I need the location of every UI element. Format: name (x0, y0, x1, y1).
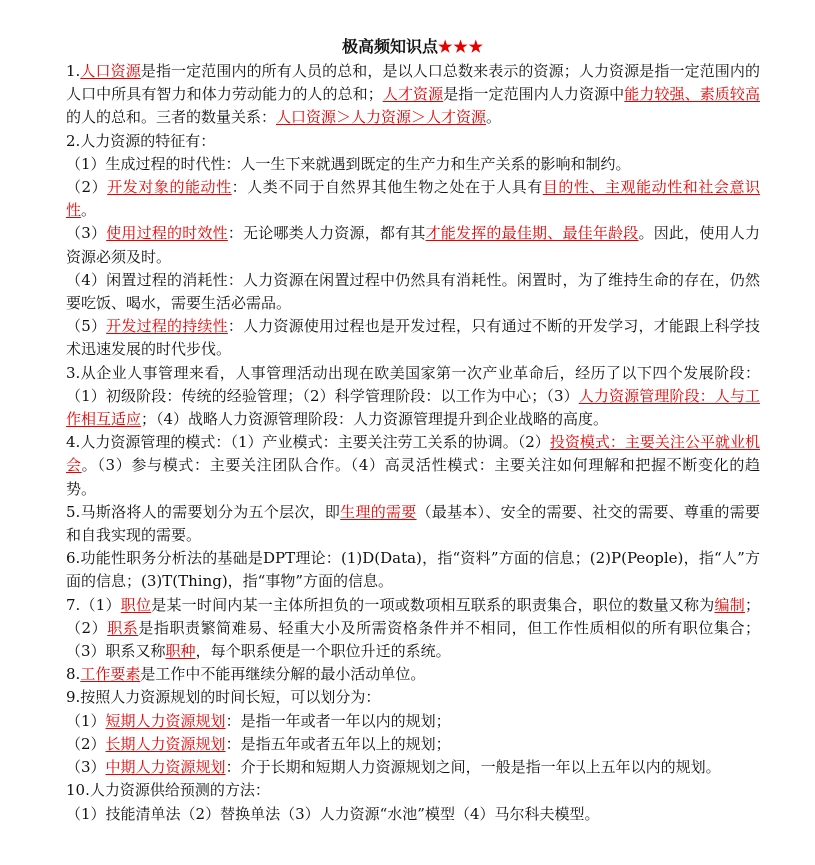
highlighted-term: 生理的需要 (340, 502, 417, 521)
text-run: 1. (66, 62, 81, 80)
highlighted-term: 使用过程的时效性 (106, 224, 228, 243)
text-run: 10.人力资源供给预测的方法： (66, 781, 270, 800)
text-run: 6.功能性职务分析法的基础是DPT理论：(1)D(Data)，指“资料”方面的信息；(2)P(People)，指“人”方面的信息；(3)T(Thing)，指“事物”方面的信息。 (66, 549, 760, 591)
text-run: ：人力资源使用过程也是开发过程，只有通过不断的开发学习，才能跟上科学技术迅速发展的时代步伐。 (66, 317, 760, 359)
document-body (66, 60, 760, 826)
text-run: 9.按照人力资源规划的时间长短，可以划分为： (66, 688, 381, 707)
text-run: （4）闲置过程的消耗性：人力资源在闲置过程中仍然具有消耗性。闲置时，为了维持生命的存在，仍然要吃饭、喝水，需要生活必需品。 (66, 270, 760, 313)
highlighted-term: 职种 (165, 642, 196, 661)
paragraph-p8 (66, 362, 760, 432)
highlighted-term: 短期人力资源规划 (105, 711, 226, 730)
highlighted-term: 工作要素 (80, 665, 141, 684)
paragraph-p17 (66, 756, 760, 779)
text-run: 2.人力资源的特征有： (66, 131, 216, 150)
highlighted-term: 开发对象的能动性 (107, 178, 232, 197)
text-run: 。 (81, 201, 97, 220)
text-run: ：介于长期和短期人力资源规划之间，一般是指一年以上五年以内的规划。 (225, 758, 721, 777)
text-run: （最基本）、安全的需要、社交的需要、尊重的需要和自我实现的需要。 (66, 502, 760, 545)
paragraph-p12 (66, 594, 760, 664)
page-title (66, 36, 760, 58)
highlighted-term: 人口资源 (80, 62, 141, 80)
text-run: 7.（1） (66, 595, 121, 614)
paragraph-p3 (66, 153, 760, 176)
text-run: ：无论哪类人力资源，都有其 (227, 224, 426, 243)
text-run: ；（4）战略人力资源管理阶段：人力资源管理提升到企业战略的高度。 (141, 410, 609, 429)
paragraph-p2 (66, 130, 760, 153)
highlighted-term: 投资模式：主要关注公平就业机会 (66, 433, 760, 475)
text-run: （1）生成过程的时代性：人一生下来就遇到既定的生产力和生产关系的影响和制约。 (66, 154, 631, 173)
text-run: （3） (66, 224, 107, 243)
paragraph-p18 (66, 779, 760, 802)
paragraph-p1 (66, 60, 760, 130)
text-run: 是指一定范围内的所有人员的总和，是以人口总数来表示的资源；人力资源是指一定范围内的人口中所具有智力和体力劳动能力的人的总和； (66, 62, 760, 104)
text-run: 4.人力资源管理的模式：（1）产业模式：主要关注劳工关系的协调。（2） (66, 433, 550, 452)
title-text: 极高频知识点 (341, 37, 438, 56)
text-run: 。（3）参与模式：主要关注团队合作。（4）高灵活性模式：主要关注如何理解和把握不断变化的趋势。 (66, 456, 760, 498)
text-run: 是指一定范围内人力资源中 (443, 85, 625, 104)
text-run: （1） (66, 711, 106, 730)
text-run: 的人的总和。三者的数量关系： (66, 108, 277, 127)
highlighted-term: 职位 (120, 595, 152, 614)
text-run: （5） (66, 317, 107, 336)
text-run: （1）技能清单法（2）替换单法（3）人力资源“水池”模型（4）马尔科夫模型。 (66, 804, 600, 823)
paragraph-p6 (66, 269, 760, 315)
title-stars: ★★★ (437, 37, 485, 56)
paragraph-p13 (66, 663, 760, 686)
highlighted-term: 人才资源 (382, 85, 444, 104)
paragraph-p10 (66, 501, 760, 547)
highlighted-term: 人力资源管理阶段：人与工作相互适应 (66, 386, 760, 429)
text-run: ：人类不同于自然界其他生物之处在于人具有 (231, 178, 543, 197)
highlighted-term: 中期人力资源规划 (105, 758, 226, 777)
text-run: （3） (66, 758, 106, 777)
highlighted-term: 能力较强、素质较高 (624, 85, 760, 104)
paragraph-p11 (66, 547, 760, 593)
text-run: 。 (486, 108, 502, 127)
paragraph-p14 (66, 686, 760, 709)
text-run: 3.从企业人事管理来看，人事管理活动出现在欧美国家第一次产业革命后，经历了以下四个发展阶段：（1）初级阶段：传统的经验管理；（2）科学管理阶段：以工作为中心；（3） (66, 363, 760, 405)
highlighted-term: 职系 (107, 618, 139, 637)
highlighted-term: 人口资源＞人力资源＞人才资源 (276, 108, 487, 127)
text-run: ：是指五年或者五年以上的规划； (225, 734, 451, 753)
text-run: ：是指一年或者一年以内的规划； (225, 711, 451, 730)
document-page (66, 30, 760, 826)
text-run: （2） (66, 734, 106, 753)
text-run: 是工作中不能再继续分解的最小活动单位。 (140, 665, 426, 684)
paragraph-p19 (66, 803, 760, 826)
text-run: ；（2） (66, 595, 760, 637)
paragraph-p15 (66, 710, 760, 733)
text-run: 8. (66, 665, 81, 684)
paragraph-p4 (66, 176, 760, 222)
highlighted-term: 才能发挥的最佳期、最佳年龄段 (425, 224, 639, 243)
paragraph-p7 (66, 315, 760, 361)
text-run: 5.马斯洛将人的需要划分为五个层次，即 (66, 502, 341, 521)
highlighted-term: 开发过程的持续性 (106, 317, 228, 336)
highlighted-term: 长期人力资源规划 (105, 734, 226, 753)
text-run: （2） (66, 178, 108, 197)
paragraph-p16 (66, 733, 760, 756)
paragraph-p9 (66, 431, 760, 501)
paragraph-p5 (66, 222, 760, 268)
text-run: 。因此，使用人力资源必须及时。 (66, 224, 760, 266)
text-run: 是某一时间内某一主体所担负的一项或数项相互联系的职责集合，职位的数量又称为 (151, 595, 715, 614)
text-run: 是指职责繁简难易、轻重大小及所需资格条件并不相同，但工作性质相似的所有职位集合；（3）职系又称 (66, 618, 760, 661)
text-run: ，每个职系便是一个职位升迁的系统。 (195, 642, 451, 661)
highlighted-term: 编制 (714, 595, 745, 614)
highlighted-term: 目的性、主观能动性和社会意识性 (66, 178, 760, 220)
